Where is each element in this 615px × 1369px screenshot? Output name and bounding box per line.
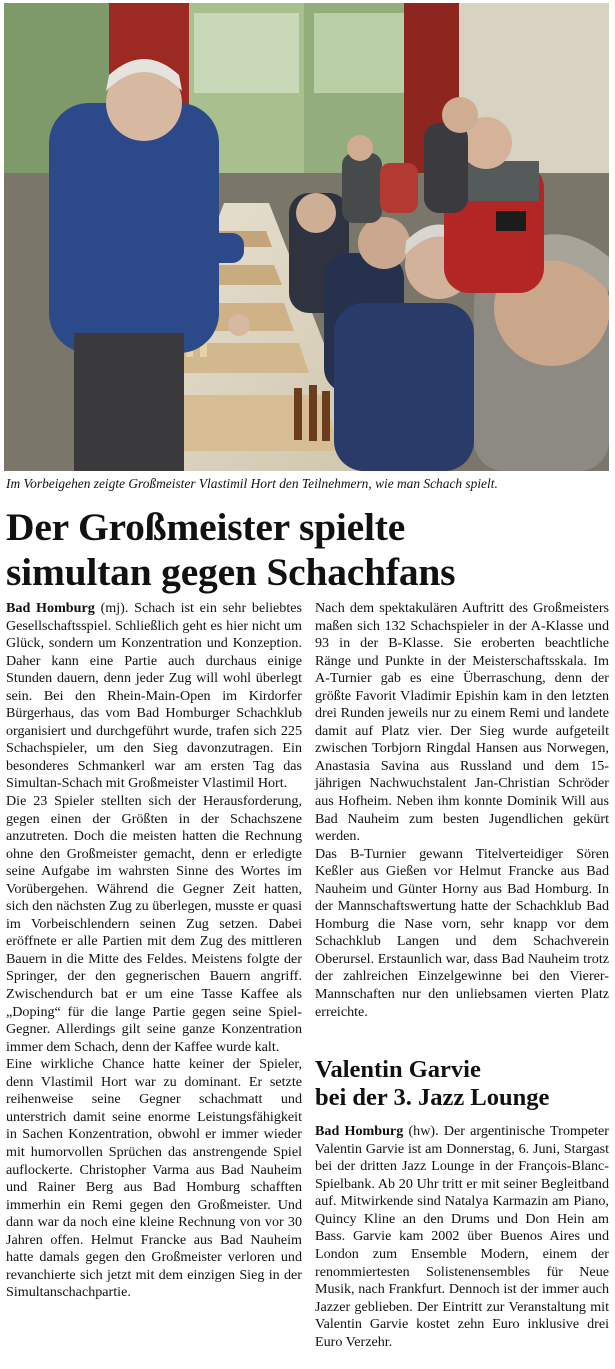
article-headline <box>6 505 610 595</box>
chess-simultaneous-exhibition-photo <box>4 3 609 471</box>
article-paragraph: Eine wirkliche Chance hatte keiner der Spieler, denn Vlastimil Hort war zu dominant. Er setzte reihenweise seine Gegner schachmatt und unterstrich damit seine enorme Leistungsfähigkeit in Sachen Konzentration, obwohl er immer wieder mit humorvollen Sprüchen das anstrengende Spiel auflockerte. Christopher Varma aus Bad Nauheim und Rainer Berg aus Bad Homburg schafften immerhin ein Remi gegen den Großmeister. Und dann war da noch eine kleine Rechnung von vor 30 Jahren offen. Helmut Francke aus Bad Nauheim hatte damals gegen den Großmeister verloren und revanchierte sich jetzt mit dem einzigen Sieg in der Simultanschachpartie. <box>6 1056 302 1301</box>
article-paragraph: Nach dem spektakulären Auftritt des Großmeisters maßen sich 132 Schachspieler in der A-Klasse und 93 in der B-Klasse. Sie eroberten beachtliche Ränge und Punkte in der Meisterschaftsskala. Im A-Turnier gab es eine Überraschung, denn der größte Favorit Vladimir Epishin kam in den letzten drei Runden jeweils nur zu einem Remi und landete damit auf Platz vier. Der Sieg wurde aufgeteilt zwischen Torbjorn Ringdal Hansen aus Norwegen, Anastasia Savina aus Russland und dem 15-jährigen Nachwuchstalent Jan-Christian Schröder aus Hofheim. Neben ihm konnte Dominik Will aus Bad Nauheim zum besten Jugendlichen gekürt werden. <box>315 600 609 845</box>
dateline: Bad Homburg <box>315 1123 404 1140</box>
headline-line-2: simultan gegen Schachfans <box>6 550 456 594</box>
headline-line-1: Der Großmeister spielte <box>6 505 406 549</box>
secondary-article-headline: Valentin Garvie bei der 3. Jazz Lounge <box>315 1056 550 1112</box>
article-paragraph: Bad Homburg (mj). Schach ist ein sehr beliebtes Gesellschaftsspiel. Schließlich geht es hier nicht um Glück, sondern um Konzentration und Konzeption. Daher kann eine Partie auch durchaus einige Stunden dauern, denn jeder Zug will wohl überlegt sein. Bei den Rhein-Main-Open im Kirdorfer Bürgerhaus, das vom Bad Homburger Schachklub organisiert und durchgeführt wurde, trafen sich 225 Schachspieler, um den Sieg davonzutragen. Ein besonderes Schmankerl war am ersten Tag das Simultan-Schach mit Großmeister Vlastimil Hort. <box>6 600 303 792</box>
article-column-right <box>315 600 609 1351</box>
article-paragraph: Bad Homburg (hw). Der argentinische Trompeter Valentin Garvie ist am Donnerstag, 6. Juni, Stargast bei der dritten Jazz Lounge in der François-Blanc-Spielbank. Ab 20 Uhr tritt er mit seiner Begleitband auf. Mitwirkende sind Natalya Karmazin am Piano, Quincy Kline an den Drums und Don Hein am Bass. Garvie kam 2002 über Buenos Aires und London zum Ensemble Modern, einem der renommiertesten Solistenensembles für Neue Musik, nach Frankfurt. Dennoch ist der immer auch Jazzer geblieben. Der Eintritt zur Veranstaltung mit Valentin Garvie kostet zehn Euro inklusive drei Euro Verzehr. <box>315 1123 610 1350</box>
dateline: Bad Homburg <box>6 600 95 616</box>
article-column-left <box>6 600 302 1302</box>
photo-caption: Im Vorbeigehen zeigte Großmeister Vlastimil Hort den Teilnehmern, wie man Schach spielt. <box>6 476 498 491</box>
article-photo <box>4 3 609 471</box>
article-paragraph: Die 23 Spieler stellten sich der Herausforderung, gegen einen der Größten in der Schachszene anzutreten. Doch die meisten hatten die Rechnung ohne den Großmeister gemacht, denn er erledigte seine Aufgabe im wahrsten Sinne des Wortes im Vorübergehen. Während die Gegner Zeit hatten, sich den nächsten Zug zu überlegen, musste er quasi im Vorbeischlendern seinen Zug setzen. Dabei eröffnete er alle Partien mit dem Zug des mittleren Bauern in die Mitte des Feldes. Meistens folgte der Springer, der den gegnerischen Bauern angriff. Zwischendurch bat er um eine Tasse Kaffee als „Doping“ für die lange Partie gegen seine Spiel-Gegner. Allerdings gilt seine ganze Konzentration immer dem Schach, denn der Kaffee wurde kalt. <box>6 793 302 1055</box>
article-paragraph: Das B-Turnier gewann Titelverteidiger Sören Keßler aus Gießen vor Helmut Francke aus Bad Nauheim und Günter Horny aus Bad Homburg. In der Mannschaftswertung hatte der Schachklub Bad Homburg die Nase vorn, sehr knapp vor dem Schachklub Langen und dem Schachverein Oberursel. Erstaunlich war, dass Bad Nauheim trotz der zahlreichen Einzelgewinne bei den Vierer-Mannschaften nur den unliebsamen vierten Platz erreichte. <box>315 845 609 1020</box>
